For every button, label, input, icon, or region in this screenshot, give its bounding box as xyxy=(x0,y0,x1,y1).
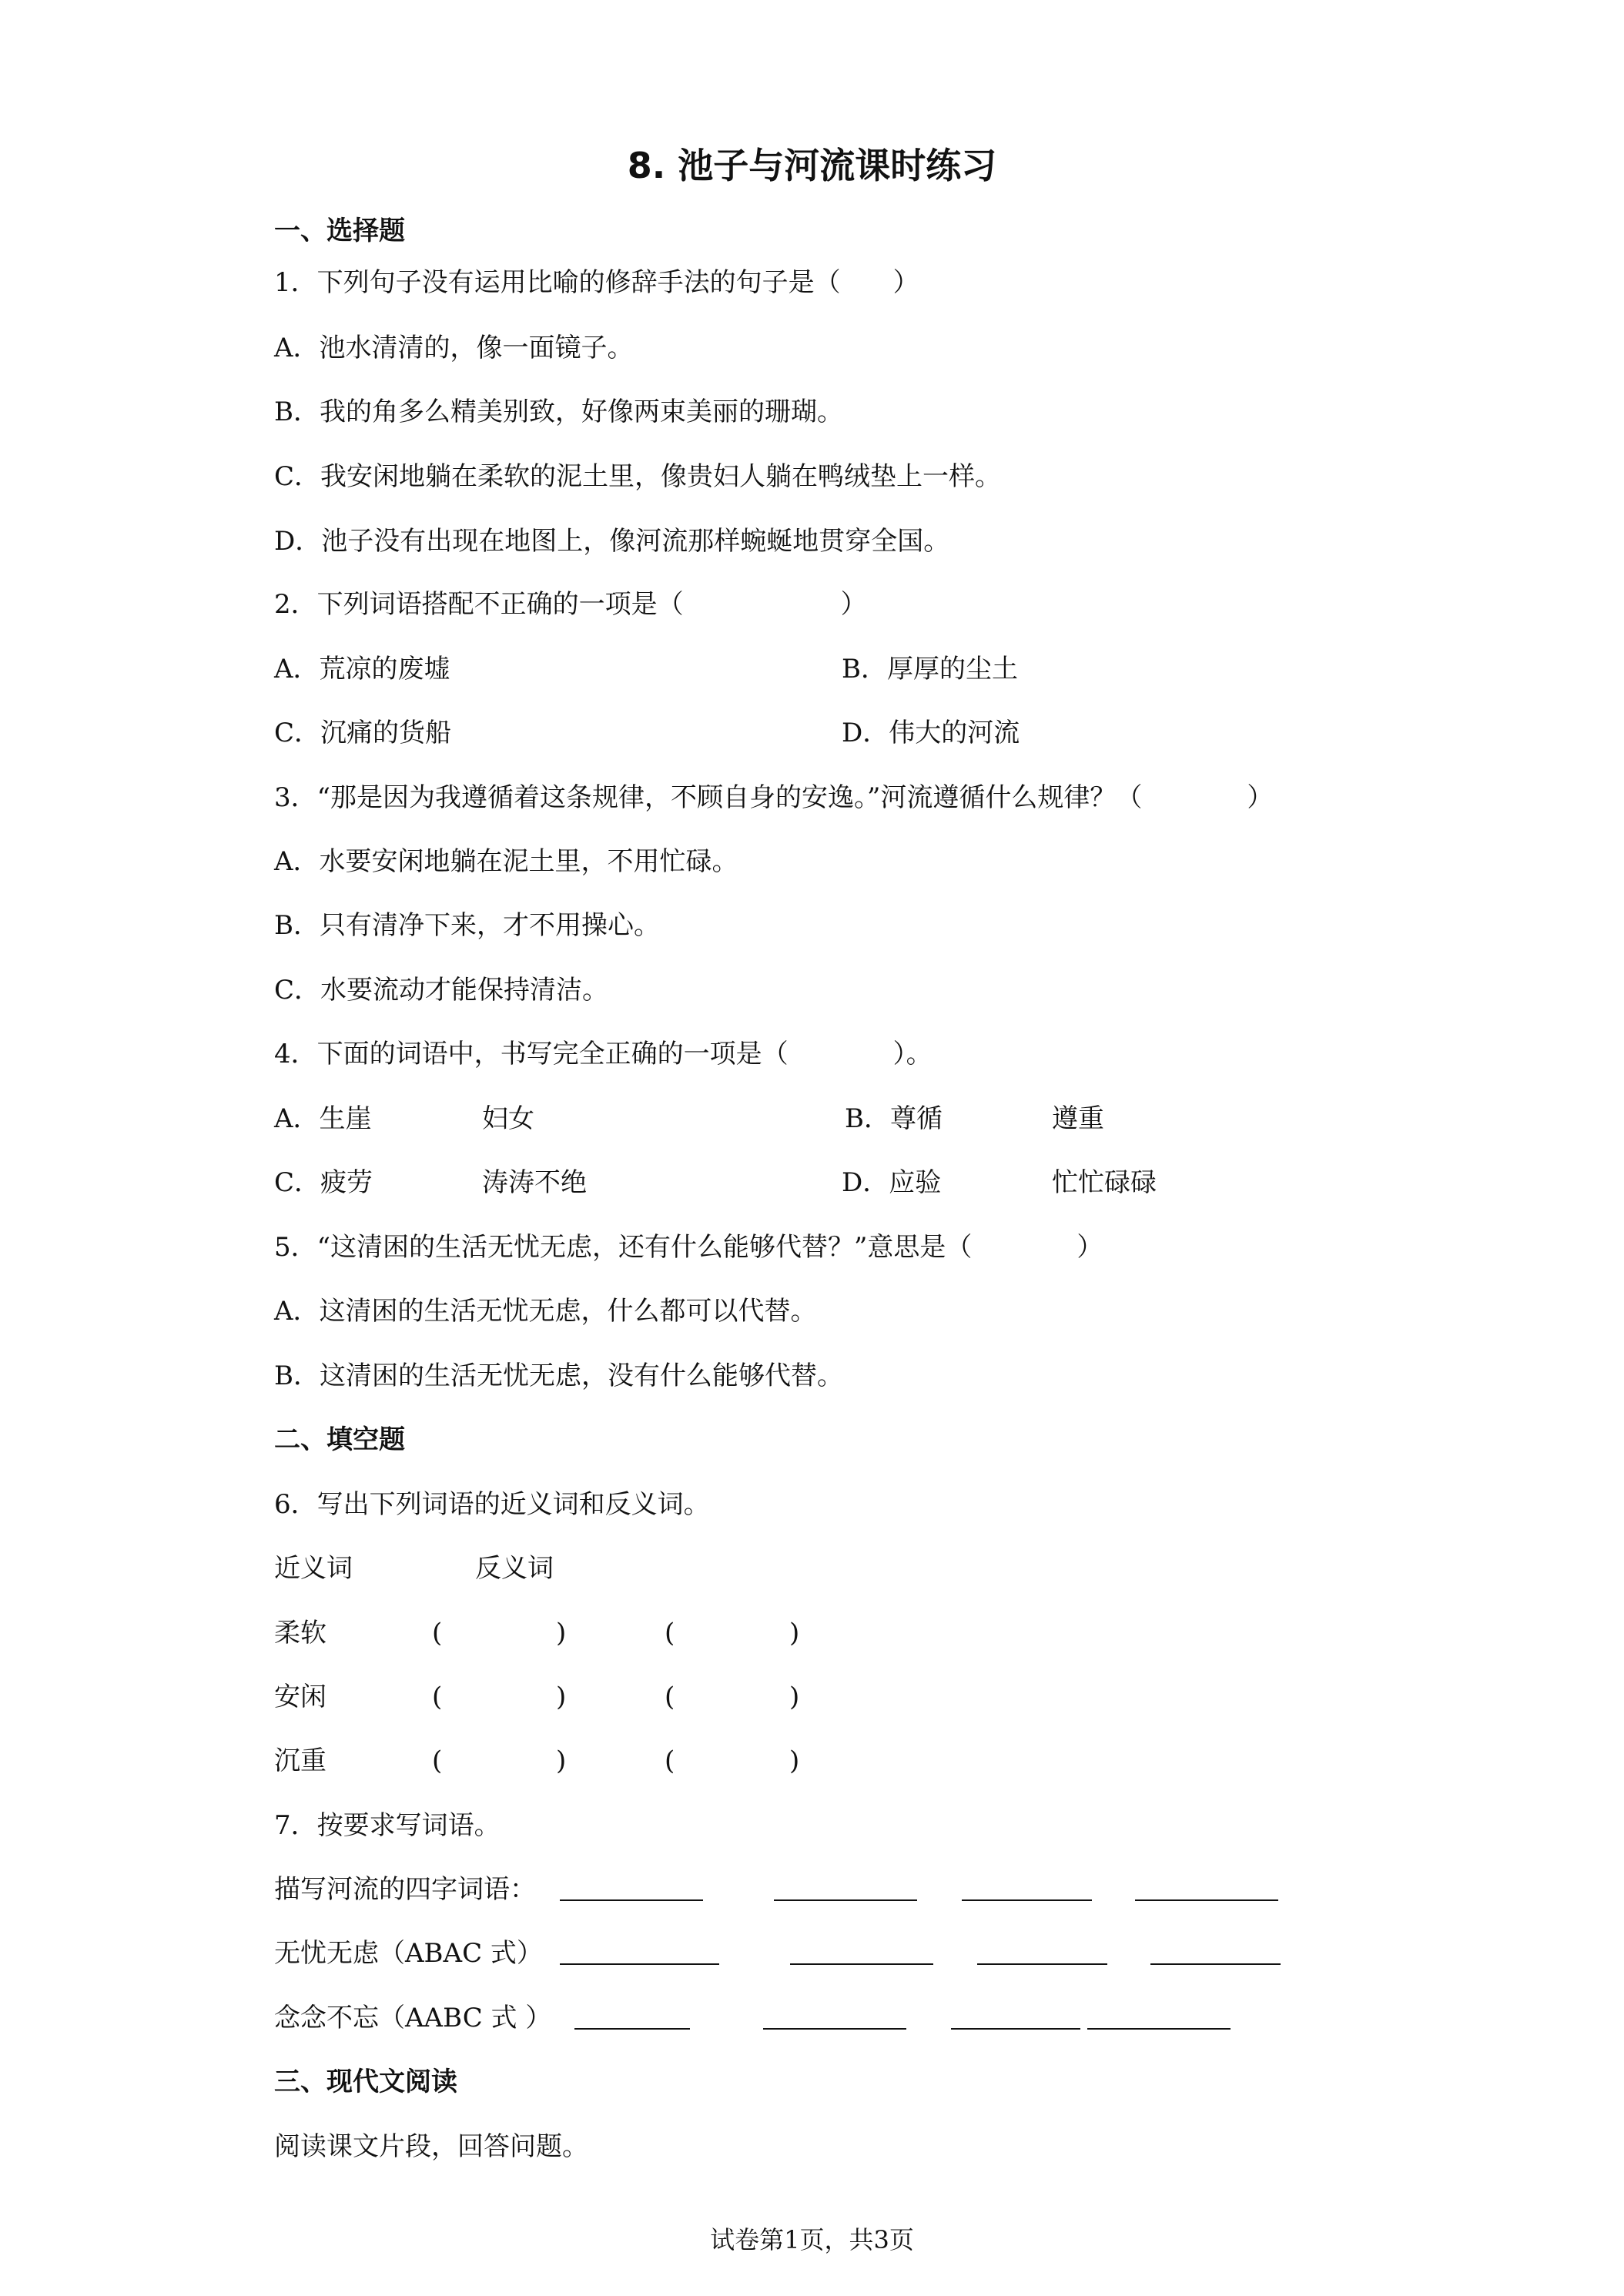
answer-blank[interactable] xyxy=(560,1940,719,1965)
page-title: 8. 池子与河流课时练习 xyxy=(627,145,997,186)
reading-instruction: 阅读课文片段，回答问题。 xyxy=(274,2131,588,2162)
question-7-row-3-label: 念念不忘（AABC 式 ） xyxy=(274,2003,552,2033)
question-6-stem: 6．写出下列词语的近义词和反义词。 xyxy=(274,1489,710,1520)
question-3-option-b: B．只有清净下来，才不用操心。 xyxy=(274,910,660,941)
answer-blank[interactable] xyxy=(560,1876,703,1901)
antonym-bracket-open: ( xyxy=(665,1682,675,1712)
question-3-option-c: C．水要流动才能保持清洁。 xyxy=(274,975,609,1006)
question-1-option-b: B．我的角多么精美别致，好像两束美丽的珊瑚。 xyxy=(274,397,843,427)
synonym-bracket-close: ) xyxy=(556,1745,567,1776)
question-4-option-b-word2: 遵重 xyxy=(1052,1103,1104,1134)
answer-blank[interactable] xyxy=(977,1940,1107,1965)
question-2-option-c: C．沉痛的货船 xyxy=(274,718,452,748)
question-5-stem: 5．“这清困的生活无忧无虑，还有什么能够代替？”意思是（ ） xyxy=(274,1232,1103,1263)
question-3-stem: 3．“那是因为我遵循着这条规律，不顾自身的安逸。”河流遵循什么规律？（ ） xyxy=(274,782,1274,813)
question-1-option-a: A．池水清清的，像一面镜子。 xyxy=(274,333,634,363)
synonym-bracket-open: ( xyxy=(432,1745,443,1776)
question-7-stem: 7．按要求写词语。 xyxy=(274,1810,501,1841)
word-row-label: 沉重 xyxy=(274,1745,326,1776)
question-7-row-2-label: 无忧无虑（ABAC 式） xyxy=(274,1938,543,1969)
question-1-stem: 1．下列句子没有运用比喻的修辞手法的句子是（ ） xyxy=(274,267,919,298)
antonym-bracket-open: ( xyxy=(665,1618,675,1648)
question-2-option-d: D．伟大的河流 xyxy=(842,718,1020,748)
answer-blank[interactable] xyxy=(763,2005,906,2030)
synonym-bracket-close: ) xyxy=(556,1682,567,1712)
question-4-option-c: C．疲劳 xyxy=(274,1167,373,1198)
question-1-option-c: C．我安闲地躺在柔软的泥土里，像贵妇人躺在鸭绒垫上一样。 xyxy=(274,461,1002,492)
question-5-option-a: A．这清困的生活无忧无虑，什么都可以代替。 xyxy=(274,1296,817,1327)
question-4-option-b: B．尊循 xyxy=(845,1103,943,1134)
answer-blank[interactable] xyxy=(1150,1940,1281,1965)
antonym-bracket-close: ) xyxy=(789,1745,800,1776)
answer-blank[interactable] xyxy=(574,2005,690,2030)
synonym-bracket-close: ) xyxy=(556,1618,567,1648)
question-4-option-d-word2: 忙忙碌碌 xyxy=(1052,1167,1157,1198)
synonym-bracket-open: ( xyxy=(432,1682,443,1712)
question-7-row-1-label: 描写河流的四字词语： xyxy=(274,1874,536,1905)
question-4-option-a-word2: 妇女 xyxy=(482,1103,534,1134)
section-heading-reading: 三、现代文阅读 xyxy=(274,2067,457,2097)
question-4-stem: 4．下面的词语中，书写完全正确的一项是（ ）。 xyxy=(274,1039,933,1069)
antonym-bracket-close: ) xyxy=(789,1682,800,1712)
synonym-column-label: 近义词 xyxy=(274,1553,353,1584)
answer-blank[interactable] xyxy=(1135,1876,1278,1901)
question-2-option-a: A．荒凉的废墟 xyxy=(274,654,450,684)
answer-blank[interactable] xyxy=(951,2005,1080,2030)
antonym-bracket-close: ) xyxy=(789,1618,800,1648)
word-row-label: 柔软 xyxy=(274,1618,326,1648)
synonym-bracket-open: ( xyxy=(432,1618,443,1648)
answer-blank[interactable] xyxy=(1087,2005,1231,2030)
answer-blank[interactable] xyxy=(790,1940,933,1965)
antonym-column-label: 反义词 xyxy=(475,1553,554,1584)
question-4-option-d: D．应验 xyxy=(842,1167,942,1198)
question-4-option-c-word2: 涛涛不绝 xyxy=(482,1167,587,1198)
question-1-option-d: D．池子没有出现在地图上，像河流那样蜿蜒地贯穿全国。 xyxy=(274,526,950,557)
answer-blank[interactable] xyxy=(774,1876,917,1901)
answer-blank[interactable] xyxy=(962,1876,1092,1901)
section-heading-fill: 二、填空题 xyxy=(274,1424,405,1455)
section-heading-choice: 一、选择题 xyxy=(274,216,405,246)
question-4-option-a: A．生崖 xyxy=(274,1103,372,1134)
word-row-label: 安闲 xyxy=(274,1682,326,1712)
question-5-option-b: B．这清困的生活无忧无虑，没有什么能够代替。 xyxy=(274,1361,843,1391)
question-2-option-b: B．厚厚的尘土 xyxy=(842,654,1018,684)
page-footer: 试卷第1页，共3页 xyxy=(710,2225,914,2254)
antonym-bracket-open: ( xyxy=(665,1745,675,1776)
question-2-stem: 2．下列词语搭配不正确的一项是（ ） xyxy=(274,589,867,620)
question-3-option-a: A．水要安闲地躺在泥土里，不用忙碌。 xyxy=(274,846,738,877)
